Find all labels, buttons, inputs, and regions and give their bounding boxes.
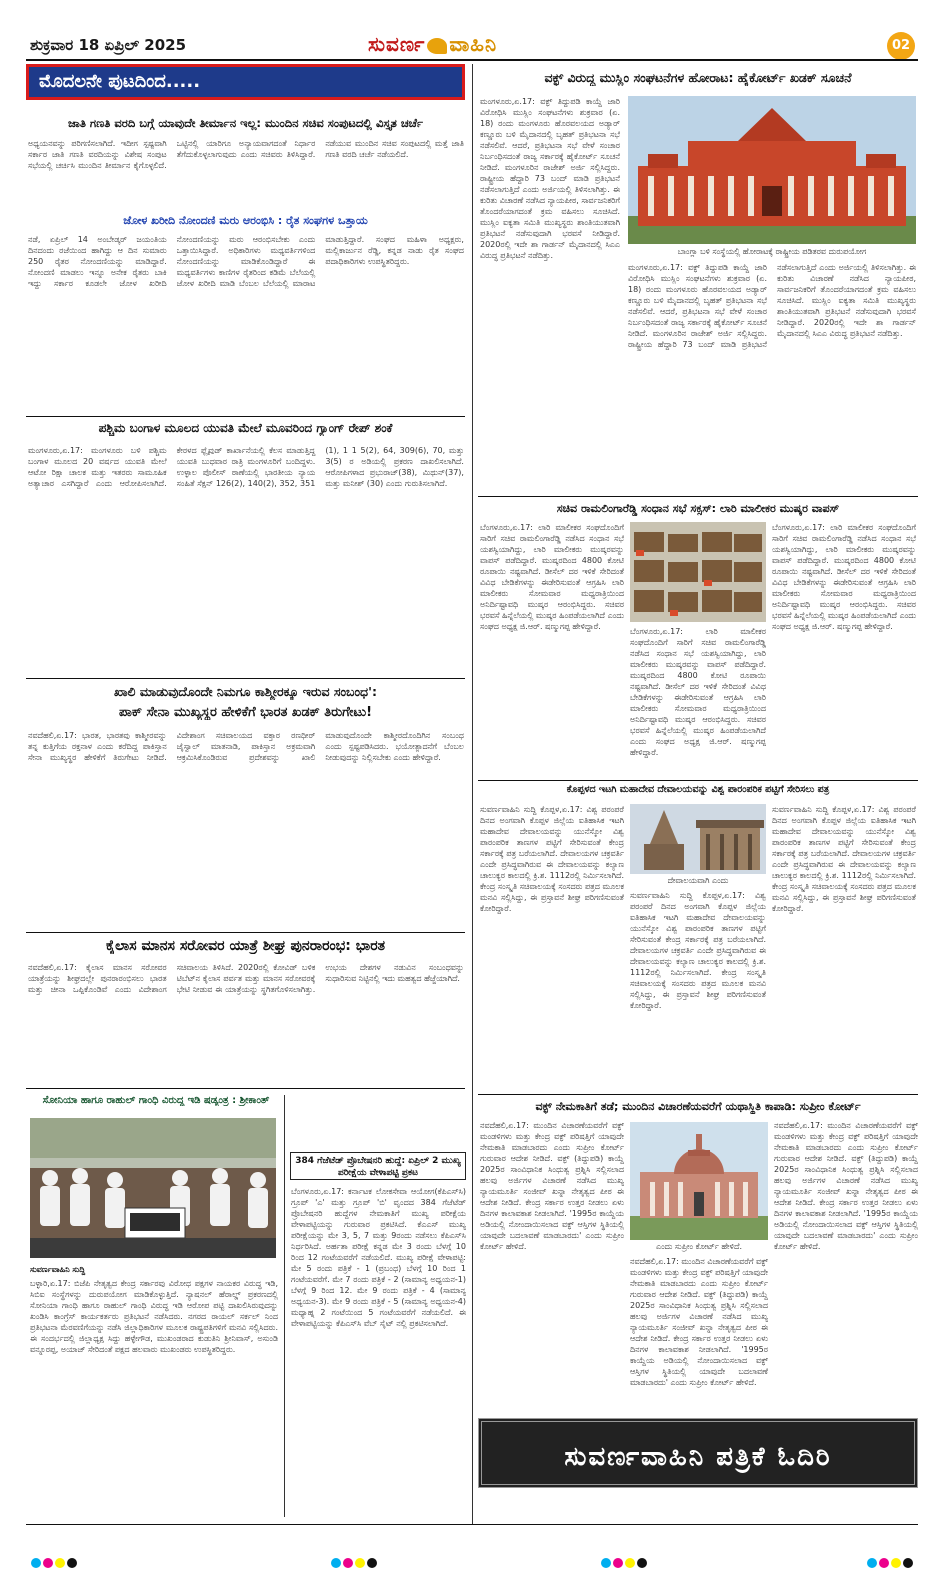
headline-kailash: ಕೈಲಾಸ ಮಾನಸ ಸರೋವರ ಯಾತ್ರೆ ಶೀಘ್ರ ಪುನರಾರಂಭ: ಭಾರತ (105, 938, 386, 954)
section-banner: ಮೊದಲನೇ ಪುಟದಿಂದ..... (26, 64, 465, 100)
yellow-mark-icon (891, 1558, 901, 1568)
magenta-mark-icon (43, 1558, 53, 1568)
caption-temple: ದೇವಾಲಯವಾಗಿ ಎಂದು (667, 876, 729, 885)
masthead-part1: ಸುವರ್ಣ (368, 32, 426, 56)
body-kashmir: ನವದೆಹಲಿ,ಏ.17: ಭಾರತ, ಭಾರತವು ಕಾಶ್ಮೀರವನ್ನು ತನ್ನ ಕುತ್ತಿಗೆಯ ರಕ್ತನಾಳ ಎಂದು ಕರೆದಿದ್ದ ಪಾಕಿಸ್ತಾನ ಸೇನಾ ಮುಖ್ಯಸ್ಥರ ಹೇಳಿಕೆಗೆ ತಿರುಗೇಟು ನೀಡಿದೆ. ವಿದೇಶಾಂಗ ಸಚಿವಾಲಯದ ವಕ್ತಾರ ರಣಧೀರ್ ಜೈಸ್ವಾಲ್ ಮಾತನಾಡಿ, ಪಾಕಿಸ್ತಾನ ಅಕ್ರಮವಾಗಿ ಆಕ್ರಮಿಸಿಕೊಂಡಿರುವ ಪ್ರದೇಶವನ್ನು ಖಾಲಿ ಮಾಡುವುದೊಂದೇ ಕಾಶ್ಮೀರದೊಂದಿಗಿನ ಸಂಬಂಧ ಎಂದು ಸ್ಪಷ್ಟಪಡಿಸಿದರು. ಭಯೋತ್ಪಾದನೆಗೆ ಬೆಂಬಲ ನೀಡುವುದನ್ನು ನಿಲ್ಲಿಸಬೇಕು ಎಂದು ಹೇಳಿದ್ದಾರೆ. (28, 731, 464, 762)
magenta-mark-icon (613, 1558, 623, 1568)
black-mark-icon (67, 1558, 77, 1568)
masthead-part2: ವಾಹಿನಿ (449, 32, 498, 56)
highcourt-photo (628, 96, 916, 244)
body-itagi-temple-col3: ಸುವರ್ಣವಾಹಿನಿ ಸುದ್ದಿ ಕೊಪ್ಪಳ,ಏ.17: ವಿಶ್ವ ಪರಂಪರೆ ದಿನದ ಅಂಗವಾಗಿ ಕೊಪ್ಪಳ ಜಿಲ್ಲೆಯ ಐತಿಹಾಸಿಕ ಇಟಗಿ ಮಹಾದೇವ ದೇವಾಲಯವನ್ನು ಯುನೆಸ್ಕೋ ವಿಶ್ವ ಪಾರಂಪರಿಕ ತಾಣಗಳ ಪಟ್ಟಿಗೆ ಸೇರಿಸುವಂತೆ ಕೇಂದ್ರ ಸರ್ಕಾರಕ್ಕೆ ಪತ್ರ ಬರೆಯಲಾಗಿದೆ. ದೇವಾಲಯಗಳ ಚಕ್ರವರ್ತಿ ಎಂದೇ ಪ್ರಸಿದ್ಧವಾಗಿರುವ ಈ ದೇವಾಲಯವನ್ನು ಕಲ್ಯಾಣ ಚಾಲುಕ್ಯರ ಕಾಲದಲ್ಲಿ ಕ್ರಿ.ಶ. 1112ರಲ್ಲಿ ನಿರ್ಮಿಸಲಾಗಿದೆ. ಕೇಂದ್ರ ಸಂಸ್ಕೃತಿ ಸಚಿವಾಲಯಕ್ಕೆ ಸಂಸದರು ಪತ್ರದ ಮೂಲಕ ಮನವಿ ಸಲ್ಲಿಸಿದ್ದು, ಈ ಪ್ರಸ್ತಾವನೆ ಶೀಘ್ರ ಪರಿಗಣಿಸುವಂತೆ ಕೋರಿದ್ದಾರೆ. (772, 805, 916, 913)
magenta-mark-icon (343, 1558, 353, 1568)
issue-date: ಶುಕ್ರವಾರ 18 ಏಪ್ರಿಲ್ 2025 (30, 36, 187, 54)
headline-supreme-court: ವಕ್ಫ್ ನೇಮಕಾತಿಗೆ ತಡೆ; ಮುಂದಿನ ವಿಚಾರಣೆಯವರೆಗೆ ಯಥಾಸ್ಥಿತಿ ಕಾಪಾಡಿ: ಸುಪ್ರೀಂ ಕೋರ್ಟ್ (535, 1100, 861, 1113)
body-supreme-court: ನವದೆಹಲಿ,ಏ.17: ಮುಂದಿನ ವಿಚಾರಣೆಯವರೆಗೆ ವಕ್ಫ್ ಮಂಡಳಿಗಳು ಮತ್ತು ಕೇಂದ್ರ ವಕ್ಫ್ ಪರಿಷತ್ತಿಗೆ ಯಾವುದೇ ನೇಮಕಾತಿ ಮಾಡಬಾರದು ಎಂದು ಸುಪ್ರೀಂ ಕೋರ್ಟ್ ಗುರುವಾರ ಆದೇಶ ನೀಡಿದೆ. ವಕ್ಫ್ (ತಿದ್ದುಪಡಿ) ಕಾಯ್ದೆ 2025ರ ಸಾಂವಿಧಾನಿಕ ಸಿಂಧುತ್ವ ಪ್ರಶ್ನಿಸಿ ಸಲ್ಲಿಸಲಾದ ಹಲವು ಅರ್ಜಿಗಳ ವಿಚಾರಣೆ ನಡೆಸಿದ ಮುಖ್ಯ ನ್ಯಾಯಮೂರ್ತಿ ಸಂಜೀವ್ ಖನ್ನಾ ನೇತೃತ್ವದ ಪೀಠ ಈ ಆದೇಶ ನೀಡಿದೆ. ಕೇಂದ್ರ ಸರ್ಕಾರ ಉತ್ತರ ನೀಡಲು ಏಳು ದಿನಗಳ ಕಾಲಾವಕಾಶ ನೀಡಲಾಗಿದೆ. '1995ರ ಕಾಯ್ದೆಯ ಅಡಿಯಲ್ಲಿ ನೋಂದಾಯಿಸಲಾದ ವಕ್ಫ್ ಆಸ್ತಿಗಳ ಸ್ಥಿತಿಯಲ್ಲಿ ಯಾವುದೇ ಬದಲಾವಣೆ ಮಾಡಬಾರದು' ಎಂದು ಸುಪ್ರೀಂ ಕೋರ್ಟ್ ಹೇಳಿದೆ. (480, 1121, 624, 1251)
body-waqf-protest: ಮಂಗಳೂರು,ಏ.17: ವಕ್ಫ್ ತಿದ್ದುಪಡಿ ಕಾಯ್ದೆ ಜಾರಿ ವಿರೋಧಿಸಿ ಮುಸ್ಲಿಂ ಸಂಘಟನೆಗಳು ಶುಕ್ರವಾರ (ಏ. 18) ರಂದು ಮಂಗಳೂರು ಹೊರವಲಯದ ಅಡ್ಯಾರ್ ಕಣ್ಣೂರು ಬಳಿ ಮೈದಾನದಲ್ಲಿ ಬೃಹತ್ ಪ್ರತಿಭಟನಾ ಸಭೆ ನಡೆಸಲಿವೆ. ಆದರೆ, ಪ್ರತಿಭಟನಾ ಸಭೆ ವೇಳೆ ಸಂಚಾರ ನಿರ್ಬಂಧಿಸದಂತೆ ರಾಜ್ಯ ಸರ್ಕಾರಕ್ಕೆ ಹೈಕೋರ್ಟ್ ಸೂಚನೆ ನೀಡಿದೆ. ಮಂಗಳೂರಿನ ರಾಜೇಶ್ ಅರ್ಜಿ ಸಲ್ಲಿಸಿದ್ದರು. ರಾಷ್ಟ್ರೀಯ ಹೆದ್ದಾರಿ 73 ಬಂದ್ ಮಾಡಿ ಪ್ರತಿಭಟನೆ ನಡೆಸಲಾಗುತ್ತಿದೆ ಎಂದು ಅರ್ಜಿಯಲ್ಲಿ ತಿಳಿಸಲಾಗಿತ್ತು. ಈ ಕುರಿತು ವಿಚಾರಣೆ ನಡೆಸಿದ ನ್ಯಾಯಪೀಠ, ಸಾರ್ವಜನಿಕರಿಗೆ ತೊಂದರೆಯಾಗದಂತೆ ಕ್ರಮ ವಹಿಸಲು ಸೂಚಿಸಿದೆ. ಮುಸ್ಲಿಂ ಐಕ್ಯತಾ ಸಮಿತಿ ಮುಖ್ಯಸ್ಥರು ಶಾಂತಿಯುತವಾಗಿ ಪ್ರತಿಭಟನೆ ನಡೆಸುವುದಾಗಿ ಭರವಸೆ ನೀಡಿದ್ದಾರೆ. 2020ರಲ್ಲಿ ಇದೇ ಶಾ ಗಾರ್ಡನ್ ಮೈದಾನದಲ್ಲಿ ಸಿಎಎ ವಿರುದ್ಧ ಪ್ರತಿಭಟನೆ ನಡೆದಿತ್ತು. (480, 97, 620, 260)
headline-kashmir-line2: ಪಾಕ್ ಸೇನಾ ಮುಖ್ಯಸ್ಥರ ಹೇಳಿಕೆಗೆ ಭಾರತ ಖಡಕ್ ತಿರುಗೇಟು! (118, 705, 373, 720)
black-mark-icon (367, 1558, 377, 1568)
body-sonia-rahul: ಬಳ್ಳಾರಿ,ಏ.17: ಬಿಜೆಪಿ ನೇತೃತ್ವದ ಕೇಂದ್ರ ಸರ್ಕಾರವು ವಿರೋಧ ಪಕ್ಷಗಳ ನಾಯಕರ ವಿರುದ್ಧ ಇಡಿ, ಸಿಬಿಐ ಸಂಸ್ಥೆಗಳನ್ನು ದುರುಪಯೋಗ ಮಾಡಿಕೊಳ್ಳುತ್ತಿದೆ. ನ್ಯಾಷನಲ್ ಹೆರಾಲ್ಡ್ ಪ್ರಕರಣದಲ್ಲಿ ಸೋನಿಯಾ ಗಾಂಧಿ ಹಾಗೂ ರಾಹುಲ್ ಗಾಂಧಿ ವಿರುದ್ಧ ಇಡಿ ಆರೋಪ ಪಟ್ಟಿ ದಾಖಲಿಸಿರುವುದನ್ನು ಖಂಡಿಸಿ ಕಾಂಗ್ರೆಸ್ ಕಾರ್ಯಕರ್ತರು ಪ್ರತಿಭಟನೆ ನಡೆಸಿದರು. ನಗರದ ರಾಯಲ್ ಸರ್ಕಲ್ ನಿಂದ ಪ್ರತಿಭಟನಾ ಮೆರವಣಿಗೆಯನ್ನು ನಡೆಸಿ ಜಿಲ್ಲಾಧಿಕಾರಿಗಳ ಮೂಲಕ ರಾಷ್ಟ್ರಪತಿಗಳಿಗೆ ಮನವಿ ಸಲ್ಲಿಸಿದರು. ಈ ಸಂದರ್ಭದಲ್ಲಿ ಜಿಲ್ಲಾಧ್ಯಕ್ಷ ಸಿದ್ದು ಹಳ್ಳೇಗೌಡ, ಮುಖಂಡರಾದ ಕುಡುತಿನಿ ಶ್ರೀನಿವಾಸ್, ಅಸುಂಡಿ ವನ್ನೂರಪ್ಪ, ಅಯಾಜ್ ಸೇರಿದಂತೆ ಪಕ್ಷದ ಹಲವಾರು ಮುಖಂಡರು ಉಪಸ್ಥಿತರಿದ್ದರು. (30, 1279, 278, 1354)
headline-kpsc: 384 ಗೆಜೆಟೆಡ್ ಪ್ರೊಬೇಷನರಿ ಹುದ್ದೆ: ಏಪ್ರಿಲ್ 2 ಮುಖ್ಯ ಪರೀಕ್ಷೆಯ ವೇಳಾಪಟ್ಟಿ ಪ್ರಕಟ (295, 1156, 461, 1178)
yellow-mark-icon (625, 1558, 635, 1568)
headline-box-kpsc (290, 1152, 466, 1180)
masthead-rule (26, 59, 918, 61)
color-registration-marks (600, 1553, 648, 1572)
divider (478, 1094, 918, 1095)
headline-gang-rape: ಪಶ್ಚಿಮ ಬಂಗಾಳ ಮೂಲದ ಯುವತಿ ಮೇಲೆ ಮೂವರಿಂದ ಗ್ಯಾಂಗ್ ರೇಪ್ ಶಂಕೆ (98, 421, 393, 435)
color-registration-marks (330, 1553, 378, 1572)
body-lorry-strike: ಬೆಂಗಳೂರು,ಏ.17: ಲಾರಿ ಮಾಲೀಕರ ಸಂಘದೊಂದಿಗೆ ಸಾರಿಗೆ ಸಚಿವ ರಾಮಲಿಂಗಾರೆಡ್ಡಿ ನಡೆಸಿದ ಸಂಧಾನ ಸಭೆ ಯಶಸ್ವಿಯಾಗಿದ್ದು, ಲಾರಿ ಮಾಲೀಕರು ಮುಷ್ಕರವನ್ನು ವಾಪಸ್ ಪಡೆದಿದ್ದಾರೆ. ಮುಷ್ಕರದಿಂದ 4800 ಕೋಟಿ ರೂಪಾಯಿ ನಷ್ಟವಾಗಿದೆ. ಡೀಸೆಲ್ ದರ ಇಳಿಕೆ ಸೇರಿದಂತೆ ವಿವಿಧ ಬೇಡಿಕೆಗಳನ್ನು ಈಡೇರಿಸುವಂತೆ ಆಗ್ರಹಿಸಿ ಲಾರಿ ಮಾಲೀಕರು ಸೋಮವಾರ ಮಧ್ಯರಾತ್ರಿಯಿಂದ ಅನಿರ್ದಿಷ್ಟಾವಧಿ ಮುಷ್ಕರ ಆರಂಭಿಸಿದ್ದರು. ಸಚಿವರ ಭರವಸೆ ಹಿನ್ನೆಲೆಯಲ್ಲಿ ಮುಷ್ಕರ ಹಿಂಪಡೆಯಲಾಗಿದೆ ಎಂದು ಸಂಘದ ಅಧ್ಯಕ್ಷ ಜಿ.ಆರ್. ಷಣ್ಮುಗಪ್ಪ ಹೇಳಿದ್ದಾರೆ. (480, 523, 624, 631)
headline-itagi-temple: ಕೊಪ್ಪಳದ ಇಟಗಿ ಮಹಾದೇವ ದೇವಾಲಯವನ್ನು ವಿಶ್ವ ಪಾರಂಪರಿಕ ಪಟ್ಟಿಗೆ ಸೇರಿಸಲು ಪತ್ರ (566, 784, 830, 795)
body-supreme-court-cont: ನವದೆಹಲಿ,ಏ.17: ಮುಂದಿನ ವಿಚಾರಣೆಯವರೆಗೆ ವಕ್ಫ್ ಮಂಡಳಿಗಳು ಮತ್ತು ಕೇಂದ್ರ ವಕ್ಫ್ ಪರಿಷತ್ತಿಗೆ ಯಾವುದೇ ನೇಮಕಾತಿ ಮಾಡಬಾರದು ಎಂದು ಸುಪ್ರೀಂ ಕೋರ್ಟ್ ಗುರುವಾರ ಆದೇಶ ನೀಡಿದೆ. ವಕ್ಫ್ (ತಿದ್ದುಪಡಿ) ಕಾಯ್ದೆ 2025ರ ಸಾಂವಿಧಾನಿಕ ಸಿಂಧುತ್ವ ಪ್ರಶ್ನಿಸಿ ಸಲ್ಲಿಸಲಾದ ಹಲವು ಅರ್ಜಿಗಳ ವಿಚಾರಣೆ ನಡೆಸಿದ ಮುಖ್ಯ ನ್ಯಾಯಮೂರ್ತಿ ಸಂಜೀವ್ ಖನ್ನಾ ನೇತೃತ್ವದ ಪೀಠ ಈ ಆದೇಶ ನೀಡಿದೆ. ಕೇಂದ್ರ ಸರ್ಕಾರ ಉತ್ತರ ನೀಡಲು ಏಳು ದಿನಗಳ ಕಾಲಾವಕಾಶ ನೀಡಲಾಗಿದೆ. '1995ರ ಕಾಯ್ದೆಯ ಅಡಿಯಲ್ಲಿ ನೋಂದಾಯಿಸಲಾದ ವಕ್ಫ್ ಆಸ್ತಿಗಳ ಸ್ಥಿತಿಯಲ್ಲಿ ಯಾವುದೇ ಬದಲಾವಣೆ ಮಾಡಬಾರದು' ಎಂದು ಸುಪ್ರೀಂ ಕೋರ್ಟ್ ಹೇಳಿದೆ. (630, 1257, 768, 1387)
masthead-logo-icon (427, 38, 447, 54)
divider (478, 780, 918, 781)
protest-photo (30, 1118, 276, 1258)
cyan-mark-icon (601, 1558, 611, 1568)
color-registration-marks (866, 1553, 914, 1572)
subscribe-ad: ಸುವರ್ಣವಾಹಿನಿ ಪತ್ರಿಕೆ ಓದಿರಿ (478, 1418, 918, 1488)
body-itagi-temple: ಸುವರ್ಣವಾಹಿನಿ ಸುದ್ದಿ ಕೊಪ್ಪಳ,ಏ.17: ವಿಶ್ವ ಪರಂಪರೆ ದಿನದ ಅಂಗವಾಗಿ ಕೊಪ್ಪಳ ಜಿಲ್ಲೆಯ ಐತಿಹಾಸಿಕ ಇಟಗಿ ಮಹಾದೇವ ದೇವಾಲಯವನ್ನು ಯುನೆಸ್ಕೋ ವಿಶ್ವ ಪಾರಂಪರಿಕ ತಾಣಗಳ ಪಟ್ಟಿಗೆ ಸೇರಿಸುವಂತೆ ಕೇಂದ್ರ ಸರ್ಕಾರಕ್ಕೆ ಪತ್ರ ಬರೆಯಲಾಗಿದೆ. ದೇವಾಲಯಗಳ ಚಕ್ರವರ್ತಿ ಎಂದೇ ಪ್ರಸಿದ್ಧವಾಗಿರುವ ಈ ದೇವಾಲಯವನ್ನು ಕಲ್ಯಾಣ ಚಾಲುಕ್ಯರ ಕಾಲದಲ್ಲಿ ಕ್ರಿ.ಶ. 1112ರಲ್ಲಿ ನಿರ್ಮಿಸಲಾಗಿದೆ. ಕೇಂದ್ರ ಸಂಸ್ಕೃತಿ ಸಚಿವಾಲಯಕ್ಕೆ ಸಂಸದರು ಪತ್ರದ ಮೂಲಕ ಮನವಿ ಸಲ್ಲಿಸಿದ್ದು, ಈ ಪ್ರಸ್ತಾವನೆ ಶೀಘ್ರ ಪರಿಗಣಿಸುವಂತೆ ಕೋರಿದ್ದಾರೆ. (480, 805, 624, 913)
caption-sonia-rahul: ಸುವರ್ಣವಾಹಿನಿ ಸುದ್ದಿ (30, 1265, 86, 1274)
cyan-mark-icon (31, 1558, 41, 1568)
yellow-mark-icon (55, 1558, 65, 1568)
body-lorry-strike-cont: ಬೆಂಗಳೂರು,ಏ.17: ಲಾರಿ ಮಾಲೀಕರ ಸಂಘದೊಂದಿಗೆ ಸಾರಿಗೆ ಸಚಿವ ರಾಮಲಿಂಗಾರೆಡ್ಡಿ ನಡೆಸಿದ ಸಂಧಾನ ಸಭೆ ಯಶಸ್ವಿಯಾಗಿದ್ದು, ಲಾರಿ ಮಾಲೀಕರು ಮುಷ್ಕರವನ್ನು ವಾಪಸ್ ಪಡೆದಿದ್ದಾರೆ. ಮುಷ್ಕರದಿಂದ 4800 ಕೋಟಿ ರೂಪಾಯಿ ನಷ್ಟವಾಗಿದೆ. ಡೀಸೆಲ್ ದರ ಇಳಿಕೆ ಸೇರಿದಂತೆ ವಿವಿಧ ಬೇಡಿಕೆಗಳನ್ನು ಈಡೇರಿಸುವಂತೆ ಆಗ್ರಹಿಸಿ ಲಾರಿ ಮಾಲೀಕರು ಸೋಮವಾರ ಮಧ್ಯರಾತ್ರಿಯಿಂದ ಅನಿರ್ದಿಷ್ಟಾವಧಿ ಮುಷ್ಕರ ಆರಂಭಿಸಿದ್ದರು. ಸಚಿವರ ಭರವಸೆ ಹಿನ್ನೆಲೆಯಲ್ಲಿ ಮುಷ್ಕರ ಹಿಂಪಡೆಯಲಾಗಿದೆ ಎಂದು ಸಂಘದ ಅಧ್ಯಕ್ಷ ಜಿ.ಆರ್. ಷಣ್ಮುಗಪ್ಪ ಹೇಳಿದ್ದಾರೆ. (630, 627, 766, 757)
masthead (368, 32, 497, 56)
body-lorry-strike-col3: ಬೆಂಗಳೂರು,ಏ.17: ಲಾರಿ ಮಾಲೀಕರ ಸಂಘದೊಂದಿಗೆ ಸಾರಿಗೆ ಸಚಿವ ರಾಮಲಿಂಗಾರೆಡ್ಡಿ ನಡೆಸಿದ ಸಂಧಾನ ಸಭೆ ಯಶಸ್ವಿಯಾಗಿದ್ದು, ಲಾರಿ ಮಾಲೀಕರು ಮುಷ್ಕರವನ್ನು ವಾಪಸ್ ಪಡೆದಿದ್ದಾರೆ. ಮುಷ್ಕರದಿಂದ 4800 ಕೋಟಿ ರೂಪಾಯಿ ನಷ್ಟವಾಗಿದೆ. ಡೀಸೆಲ್ ದರ ಇಳಿಕೆ ಸೇರಿದಂತೆ ವಿವಿಧ ಬೇಡಿಕೆಗಳನ್ನು ಈಡೇರಿಸುವಂತೆ ಆಗ್ರಹಿಸಿ ಲಾರಿ ಮಾಲೀಕರು ಸೋಮವಾರ ಮಧ್ಯರಾತ್ರಿಯಿಂದ ಅನಿರ್ದಿಷ್ಟಾವಧಿ ಮುಷ್ಕರ ಆರಂಭಿಸಿದ್ದರು. ಸಚಿವರ ಭರವಸೆ ಹಿನ್ನೆಲೆಯಲ್ಲಿ ಮುಷ್ಕರ ಹಿಂಪಡೆಯಲಾಗಿದೆ ಎಂದು ಸಂಘದ ಅಧ್ಯಕ್ಷ ಜಿ.ಆರ್. ಷಣ್ಮುಗಪ್ಪ ಹೇಳಿದ್ದಾರೆ. (772, 523, 916, 631)
magenta-mark-icon (879, 1558, 889, 1568)
headline-caste-census: ಜಾತಿ ಗಣತಿ ವರದಿ ಬಗ್ಗೆ ಯಾವುದೇ ತೀರ್ಮಾನ ಇಲ್ಲ: ಮುಂದಿನ ಸಚಿವ ಸಂಪುಟದಲ್ಲಿ ವಿಸ್ತೃತ ಚರ್ಚೆ (68, 116, 423, 130)
body-farmers: ನಡೆ, ಏಪ್ರಿಲ್ 14 ಅಂಬೇಡ್ಕರ್ ಜಯಂತಿಯ ದಿನದಂದು ರಜೆಯಿಂದ ಹಾಗಿದ್ದು ಆ ದಿನ ಸುಮಾರು 250 ರೈತರ ನೋಂದಣಿಯನ್ನು ಮಾಡಿದ್ದಾರೆ. ನೋಂದಣಿ ಮಾಡಲು ಇನ್ನೂ ಅನೇಕ ರೈತರು ಬಾಕಿ ಇದ್ದು ಸರ್ಕಾರ ಕೂಡಲೇ ಜೋಳ ಖರೀದಿ ನೋಂದಣಿಯನ್ನು ಮರು ಆರಂಭಿಸಬೇಕು ಎಂದು ಒತ್ತಾಯಿಸಿದ್ದಾರೆ. ಅಧಿಕಾರಿಗಳು ಮಧ್ಯವರ್ತಿಗಳಿಂದ ನೋಂದಣಿಯನ್ನು ಮಾಡಿಕೊಂಡಿದ್ದಾರೆ ಈ ಮಧ್ಯವರ್ತಿಗಳು ಕಾಣಿಗಳ ರೈತರಿಂದ ಕಡಿಮೆ ಬೆಲೆಯಲ್ಲಿ ಜೋಳ ಖರೀದಿ ಮಾಡಿ ಬೆಂಬಲ ಬೆಲೆಯಲ್ಲಿ ಮಾರಾಟ ಮಾಡುತ್ತಿದ್ದಾರೆ. ಸಂಘದ ಮಹಿಳಾ ಅಧ್ಯಕ್ಷರು, ಮಲ್ಲಿಕಾರ್ಜುನ ರೆಡ್ಡಿ, ಕನ್ನಡ ನಾಡು ರೈತ ಸಂಘದ ಪದಾಧಿಕಾರಿಗಳು ಉಪಸ್ಥಿತರಿದ್ದರು. (28, 235, 464, 288)
divider (26, 1088, 465, 1089)
black-mark-icon (637, 1558, 647, 1568)
headline-waqf-protest: ವಕ್ಫ್ ವಿರುದ್ಧ ಮುಸ್ಲಿಂ ಸಂಘಟನೆಗಳ ಹೋರಾಟ: ಹೈಕೋರ್ಟ್ ಖಡಕ್ ಸೂಚನೆ (544, 70, 852, 85)
color-registration-marks (30, 1553, 78, 1572)
divider (26, 416, 465, 417)
inner-divider (284, 1095, 285, 1517)
supreme-court-photo (630, 1122, 768, 1240)
footer-rule (26, 1524, 918, 1525)
headline-kashmir: ಖಾಲಿ ಮಾಡುವುದೊಂದೇ ನಿಮಗೂ ಕಾಶ್ಮೀರಕ್ಕೂ ಇರುವ ಸಂಬಂಧ': (114, 684, 377, 699)
yellow-mark-icon (355, 1558, 365, 1568)
black-mark-icon (903, 1558, 913, 1568)
headline-sonia-rahul: ಸೋನಿಯಾ ಹಾಗೂ ರಾಹುಲ್ ಗಾಂಧಿ ವಿರುದ್ಧ ಇಡಿ ಷಡ್ಯಂತ್ರ : ಶ್ರೀಕಾಂತ್ (42, 1095, 270, 1106)
cyan-mark-icon (331, 1558, 341, 1568)
page-number-badge: 02 (887, 32, 915, 60)
lorry-photo (630, 522, 766, 622)
headline-lorry-strike: ಸಚಿವ ರಾಮಲಿಂಗಾರೆಡ್ಡಿ ಸಂಧಾನ ಸಭೆ ಸಕ್ಸಸ್: ಲಾರಿ ಮಾಲೀಕರ ಮುಷ್ಕರ ವಾಪಸ್ (556, 502, 840, 515)
divider (478, 496, 918, 497)
divider (26, 932, 465, 933)
body-caste-census: ಅಧ್ಯಯನವನ್ನು ಪರಿಗಣಿಸಲಾಗಿದೆ. ಇದೀಗ ಸ್ಪಷ್ಟವಾಗಿ ಸರ್ಕಾರ ಜಾತಿ ಗಣತಿ ವರದಿಯನ್ನು ವಿಶೇಷ ಸಂಪುಟ ಸಭೆಯಲ್ಲಿ ಚರ್ಚಿಸಿ ಮುಂದಿನ ತೀರ್ಮಾನ ಕೈಗೊಳ್ಳಲಿದೆ. ಒಟ್ಟಿನಲ್ಲಿ ಯಾರಿಗೂ ಅನ್ಯಾಯವಾಗದಂತೆ ನಿರ್ಧಾರ ತೆಗೆದುಕೊಳ್ಳಲಾಗುವುದು ಎಂದು ಸಚಿವರು ತಿಳಿಸಿದ್ದಾರೆ. ನಡೆಯುವ ಮುಂದಿನ ಸಚಿವ ಸಂಪುಟದಲ್ಲಿ ಮತ್ತೆ ಜಾತಿ ಗಣತಿ ವರದಿ ಚರ್ಚೆ ನಡೆಯಲಿದೆ. (28, 139, 464, 170)
caption-highcourt: ಬಾಂಗ್ಲಾ ಬಳಿ ಸಂಸ್ಥೆಯಲ್ಲಿ ಹೋರಾಟಕ್ಕೆ ರಾಷ್ಟ್ರೀಯ ಪಡಿತರವ ದುರುಪಯೋಗ (677, 247, 867, 256)
cyan-mark-icon (867, 1558, 877, 1568)
temple-photo (630, 804, 766, 874)
body-kpsc: ಬೆಂಗಳೂರು,ಏ.17: ಕರ್ನಾಟಕ ಲೋಕಸೇವಾ ಆಯೋಗ(ಕೆಪಿಎಸ್‌ಸಿ) ಗ್ರೂಪ್ 'ಎ' ಮತ್ತು ಗ್ರೂಪ್ 'ಬಿ' ವೃಂದದ 384 ಗೆಜೆಟೆಡ್ ಪ್ರೊಬೇಷನರಿ ಹುದ್ದೆಗಳ ನೇಮಕಾತಿಗೆ ಮುಖ್ಯ ಪರೀಕ್ಷೆಯ ವೇಳಾಪಟ್ಟಿಯನ್ನು ಗುರುವಾರ ಪ್ರಕಟಿಸಿದೆ. ಕೆಎಎಸ್ ಮುಖ್ಯ ಪರೀಕ್ಷೆಯನ್ನು ಮೇ 3, 5, 7 ಮತ್ತು 9ರಂದು ನಡೆಸಲು ಕೆಪಿಎಸ್‌ಸಿ ನಿರ್ಧರಿಸಿದೆ. ಅರ್ಹತಾ ಪರೀಕ್ಷೆ ಕನ್ನಡ ಮೇ 3 ರಂದು ಬೆಳಗ್ಗೆ 10 ರಿಂದ 12 ಗಂಟೆಯವರೆಗೆ ನಡೆಯಲಿದೆ. ಮುಖ್ಯ ಪರೀಕ್ಷೆ ವೇಳಾಪಟ್ಟಿ: ಮೇ 5 ರಂದು ಪತ್ರಿಕೆ - 1 (ಪ್ರಬಂಧ) ಬೆಳಗ್ಗೆ 10 ರಿಂದ 1 ಗಂಟೆಯವರೆಗೆ. ಮೇ 7 ರಂದು ಪತ್ರಿಕೆ - 2 (ಸಾಮಾನ್ಯ ಅಧ್ಯಯನ-1) ಬೆಳಗ್ಗೆ 9 ರಿಂದ 12. ಮೇ 9 ರಂದು ಪತ್ರಿಕೆ - 4 (ಸಾಮಾನ್ಯ ಅಧ್ಯಯನ-3). ಮೇ 9 ರಂದು ಪತ್ರಿಕೆ - 5 (ಸಾಮಾನ್ಯ ಅಧ್ಯಯನ-4) ಮಧ್ಯಾಹ್ನ 2 ಗಂಟೆಯಿಂದ 5 ಗಂಟೆಯವರೆಗೆ ನಡೆಯಲಿದೆ. ಈ ವೇಳಾಪಟ್ಟಿಯನ್ನು ಕೆಪಿಎಸ್‌ಸಿ ವೆಬ್ ಸೈಟ್ ನಲ್ಲಿ ಪ್ರಕಟಿಸಲಾಗಿದೆ. (291, 1187, 466, 1328)
body-gang-rape: ಮಂಗಳೂರು,ಏ.17: ಮಂಗಳೂರು ಬಳಿ ಪಶ್ಚಿಮ ಬಂಗಾಳ ಮೂಲದ 20 ವರ್ಷದ ಯುವತಿ ಮೇಲೆ ಆಟೋ ರಿಕ್ಷಾ ಚಾಲಕ ಮತ್ತು ಇತರರು ಸಾಮೂಹಿಕ ಅತ್ಯಾಚಾರ ಎಸಗಿದ್ದಾರೆ ಎಂದು ಆರೋಪಿಸಲಾಗಿದೆ. ಕೇರಳದ ಫ್ಲೈವುಡ್ ಕಾರ್ಖಾನೆಯಲ್ಲಿ ಕೆಲಸ ಮಾಡುತ್ತಿದ್ದ ಯುವತಿ ಬುಧವಾರ ರಾತ್ರಿ ಮಂಗಳೂರಿಗೆ ಬಂದಿದ್ದಳು. ಉಳ್ಳಾಲ ಪೊಲೀಸ್ ಠಾಣೆಯಲ್ಲಿ ಭಾರತೀಯ ನ್ಯಾಯ ಸಂಹಿತೆ ಸೆಕ್ಷನ್ 126(2), 140(2), 352, 351 (1), 1 1 5(2), 64, 309(6), 70, ಮತ್ತು 3(5) ರ ಅಡಿಯಲ್ಲಿ ಪ್ರಕರಣ ದಾಖಲಿಸಲಾಗಿದೆ. ಆರೋಪಿಗಳಾದ ಪ್ರಭುರಾಜ್(38), ಮಿಥುನ್(37), ಮತ್ತು ಮನೀಶ್ (30) ಎಂದು ಗುರುತಿಸಲಾಗಿದೆ. (28, 446, 464, 488)
body-waqf-protest-cont: ಮಂಗಳೂರು,ಏ.17: ವಕ್ಫ್ ತಿದ್ದುಪಡಿ ಕಾಯ್ದೆ ಜಾರಿ ವಿರೋಧಿಸಿ ಮುಸ್ಲಿಂ ಸಂಘಟನೆಗಳು ಶುಕ್ರವಾರ (ಏ. 18) ರಂದು ಮಂಗಳೂರು ಹೊರವಲಯದ ಅಡ್ಯಾರ್ ಕಣ್ಣೂರು ಬಳಿ ಮೈದಾನದಲ್ಲಿ ಬೃಹತ್ ಪ್ರತಿಭಟನಾ ಸಭೆ ನಡೆಸಲಿವೆ. ಆದರೆ, ಪ್ರತಿಭಟನಾ ಸಭೆ ವೇಳೆ ಸಂಚಾರ ನಿರ್ಬಂಧಿಸದಂತೆ ರಾಜ್ಯ ಸರ್ಕಾರಕ್ಕೆ ಹೈಕೋರ್ಟ್ ಸೂಚನೆ ನೀಡಿದೆ. ಮಂಗಳೂರಿನ ರಾಜೇಶ್ ಅರ್ಜಿ ಸಲ್ಲಿಸಿದ್ದರು. ರಾಷ್ಟ್ರೀಯ ಹೆದ್ದಾರಿ 73 ಬಂದ್ ಮಾಡಿ ಪ್ರತಿಭಟನೆ ನಡೆಸಲಾಗುತ್ತಿದೆ ಎಂದು ಅರ್ಜಿಯಲ್ಲಿ ತಿಳಿಸಲಾಗಿತ್ತು. ಈ ಕುರಿತು ವಿಚಾರಣೆ ನಡೆಸಿದ ನ್ಯಾಯಪೀಠ, ಸಾರ್ವಜನಿಕರಿಗೆ ತೊಂದರೆಯಾಗದಂತೆ ಕ್ರಮ ವಹಿಸಲು ಸೂಚಿಸಿದೆ. ಮುಸ್ಲಿಂ ಐಕ್ಯತಾ ಸಮಿತಿ ಮುಖ್ಯಸ್ಥರು ಶಾಂತಿಯುತವಾಗಿ ಪ್ರತಿಭಟನೆ ನಡೆಸುವುದಾಗಿ ಭರವಸೆ ನೀಡಿದ್ದಾರೆ. 2020ರಲ್ಲಿ ಇದೇ ಶಾ ಗಾರ್ಡನ್ ಮೈದಾನದಲ್ಲಿ ಸಿಎಎ ವಿರುದ್ಧ ಪ್ರತಿಭಟನೆ ನಡೆದಿತ್ತು. (628, 263, 916, 349)
divider (26, 678, 465, 679)
body-supreme-court-col3: ನವದೆಹಲಿ,ಏ.17: ಮುಂದಿನ ವಿಚಾರಣೆಯವರೆಗೆ ವಕ್ಫ್ ಮಂಡಳಿಗಳು ಮತ್ತು ಕೇಂದ್ರ ವಕ್ಫ್ ಪರಿಷತ್ತಿಗೆ ಯಾವುದೇ ನೇಮಕಾತಿ ಮಾಡಬಾರದು ಎಂದು ಸುಪ್ರೀಂ ಕೋರ್ಟ್ ಗುರುವಾರ ಆದೇಶ ನೀಡಿದೆ. ವಕ್ಫ್ (ತಿದ್ದುಪಡಿ) ಕಾಯ್ದೆ 2025ರ ಸಾಂವಿಧಾನಿಕ ಸಿಂಧುತ್ವ ಪ್ರಶ್ನಿಸಿ ಸಲ್ಲಿಸಲಾದ ಹಲವು ಅರ್ಜಿಗಳ ವಿಚಾರಣೆ ನಡೆಸಿದ ಮುಖ್ಯ ನ್ಯಾಯಮೂರ್ತಿ ಸಂಜೀವ್ ಖನ್ನಾ ನೇತೃತ್ವದ ಪೀಠ ಈ ಆದೇಶ ನೀಡಿದೆ. ಕೇಂದ್ರ ಸರ್ಕಾರ ಉತ್ತರ ನೀಡಲು ಏಳು ದಿನಗಳ ಕಾಲಾವಕಾಶ ನೀಡಲಾಗಿದೆ. '1995ರ ಕಾಯ್ದೆಯ ಅಡಿಯಲ್ಲಿ ನೋಂದಾಯಿಸಲಾದ ವಕ್ಫ್ ಆಸ್ತಿಗಳ ಸ್ಥಿತಿಯಲ್ಲಿ ಯಾವುದೇ ಬದಲಾವಣೆ ಮಾಡಬಾರದು' ಎಂದು ಸುಪ್ರೀಂ ಕೋರ್ಟ್ ಹೇಳಿದೆ. (774, 1121, 918, 1251)
caption-supreme-court: ಎಂದು ಸುಪ್ರೀಂ ಕೋರ್ಟ್ ಹೇಳಿದೆ. (655, 1242, 742, 1251)
column-divider (472, 64, 473, 1524)
subhead-farmers: ಜೋಳ ಖರೀದಿ ನೋಂದಣಿ ಮರು ಆರಂಭಿಸಿ : ರೈತ ಸಂಘಗಳ ಒತ್ತಾಯ (123, 214, 368, 227)
body-itagi-temple-cont: ಸುವರ್ಣವಾಹಿನಿ ಸುದ್ದಿ ಕೊಪ್ಪಳ,ಏ.17: ವಿಶ್ವ ಪರಂಪರೆ ದಿನದ ಅಂಗವಾಗಿ ಕೊಪ್ಪಳ ಜಿಲ್ಲೆಯ ಐತಿಹಾಸಿಕ ಇಟಗಿ ಮಹಾದೇವ ದೇವಾಲಯವನ್ನು ಯುನೆಸ್ಕೋ ವಿಶ್ವ ಪಾರಂಪರಿಕ ತಾಣಗಳ ಪಟ್ಟಿಗೆ ಸೇರಿಸುವಂತೆ ಕೇಂದ್ರ ಸರ್ಕಾರಕ್ಕೆ ಪತ್ರ ಬರೆಯಲಾಗಿದೆ. ದೇವಾಲಯಗಳ ಚಕ್ರವರ್ತಿ ಎಂದೇ ಪ್ರಸಿದ್ಧವಾಗಿರುವ ಈ ದೇವಾಲಯವನ್ನು ಕಲ್ಯಾಣ ಚಾಲುಕ್ಯರ ಕಾಲದಲ್ಲಿ ಕ್ರಿ.ಶ. 1112ರಲ್ಲಿ ನಿರ್ಮಿಸಲಾಗಿದೆ. ಕೇಂದ್ರ ಸಂಸ್ಕೃತಿ ಸಚಿವಾಲಯಕ್ಕೆ ಸಂಸದರು ಪತ್ರದ ಮೂಲಕ ಮನವಿ ಸಲ್ಲಿಸಿದ್ದು, ಈ ಪ್ರಸ್ತಾವನೆ ಶೀಘ್ರ ಪರಿಗಣಿಸುವಂತೆ ಕೋರಿದ್ದಾರೆ. (630, 891, 766, 1010)
body-kailash: ನವದೆಹಲಿ,ಏ.17: ಕೈಲಾಸ ಮಾನಸ ಸರೋವರ ಯಾತ್ರೆಯನ್ನು ಶೀಘ್ರದಲ್ಲೇ ಪುನರಾರಂಭಿಸಲು ಭಾರತ ಮತ್ತು ಚೀನಾ ಒಪ್ಪಿಕೊಂಡಿವೆ ಎಂದು ವಿದೇಶಾಂಗ ಸಚಿವಾಲಯ ತಿಳಿಸಿದೆ. 2020ರಲ್ಲಿ ಕೋವಿಡ್ ಬಳಿಕ ಟಿಬೆಟ್‌ನ ಕೈಲಾಸ ಪರ್ವತ ಮತ್ತು ಮಾನಸ ಸರೋವರಕ್ಕೆ ಭೇಟಿ ನೀಡುವ ಈ ಯಾತ್ರೆಯನ್ನು ಸ್ಥಗಿತಗೊಳಿಸಲಾಗಿತ್ತು. ಉಭಯ ದೇಶಗಳ ನಡುವಿನ ಸಂಬಂಧವನ್ನು ಸುಧಾರಿಸುವ ನಿಟ್ಟಿನಲ್ಲಿ ಇದು ಮಹತ್ವದ ಹೆಜ್ಜೆಯಾಗಿದೆ. (28, 963, 464, 994)
